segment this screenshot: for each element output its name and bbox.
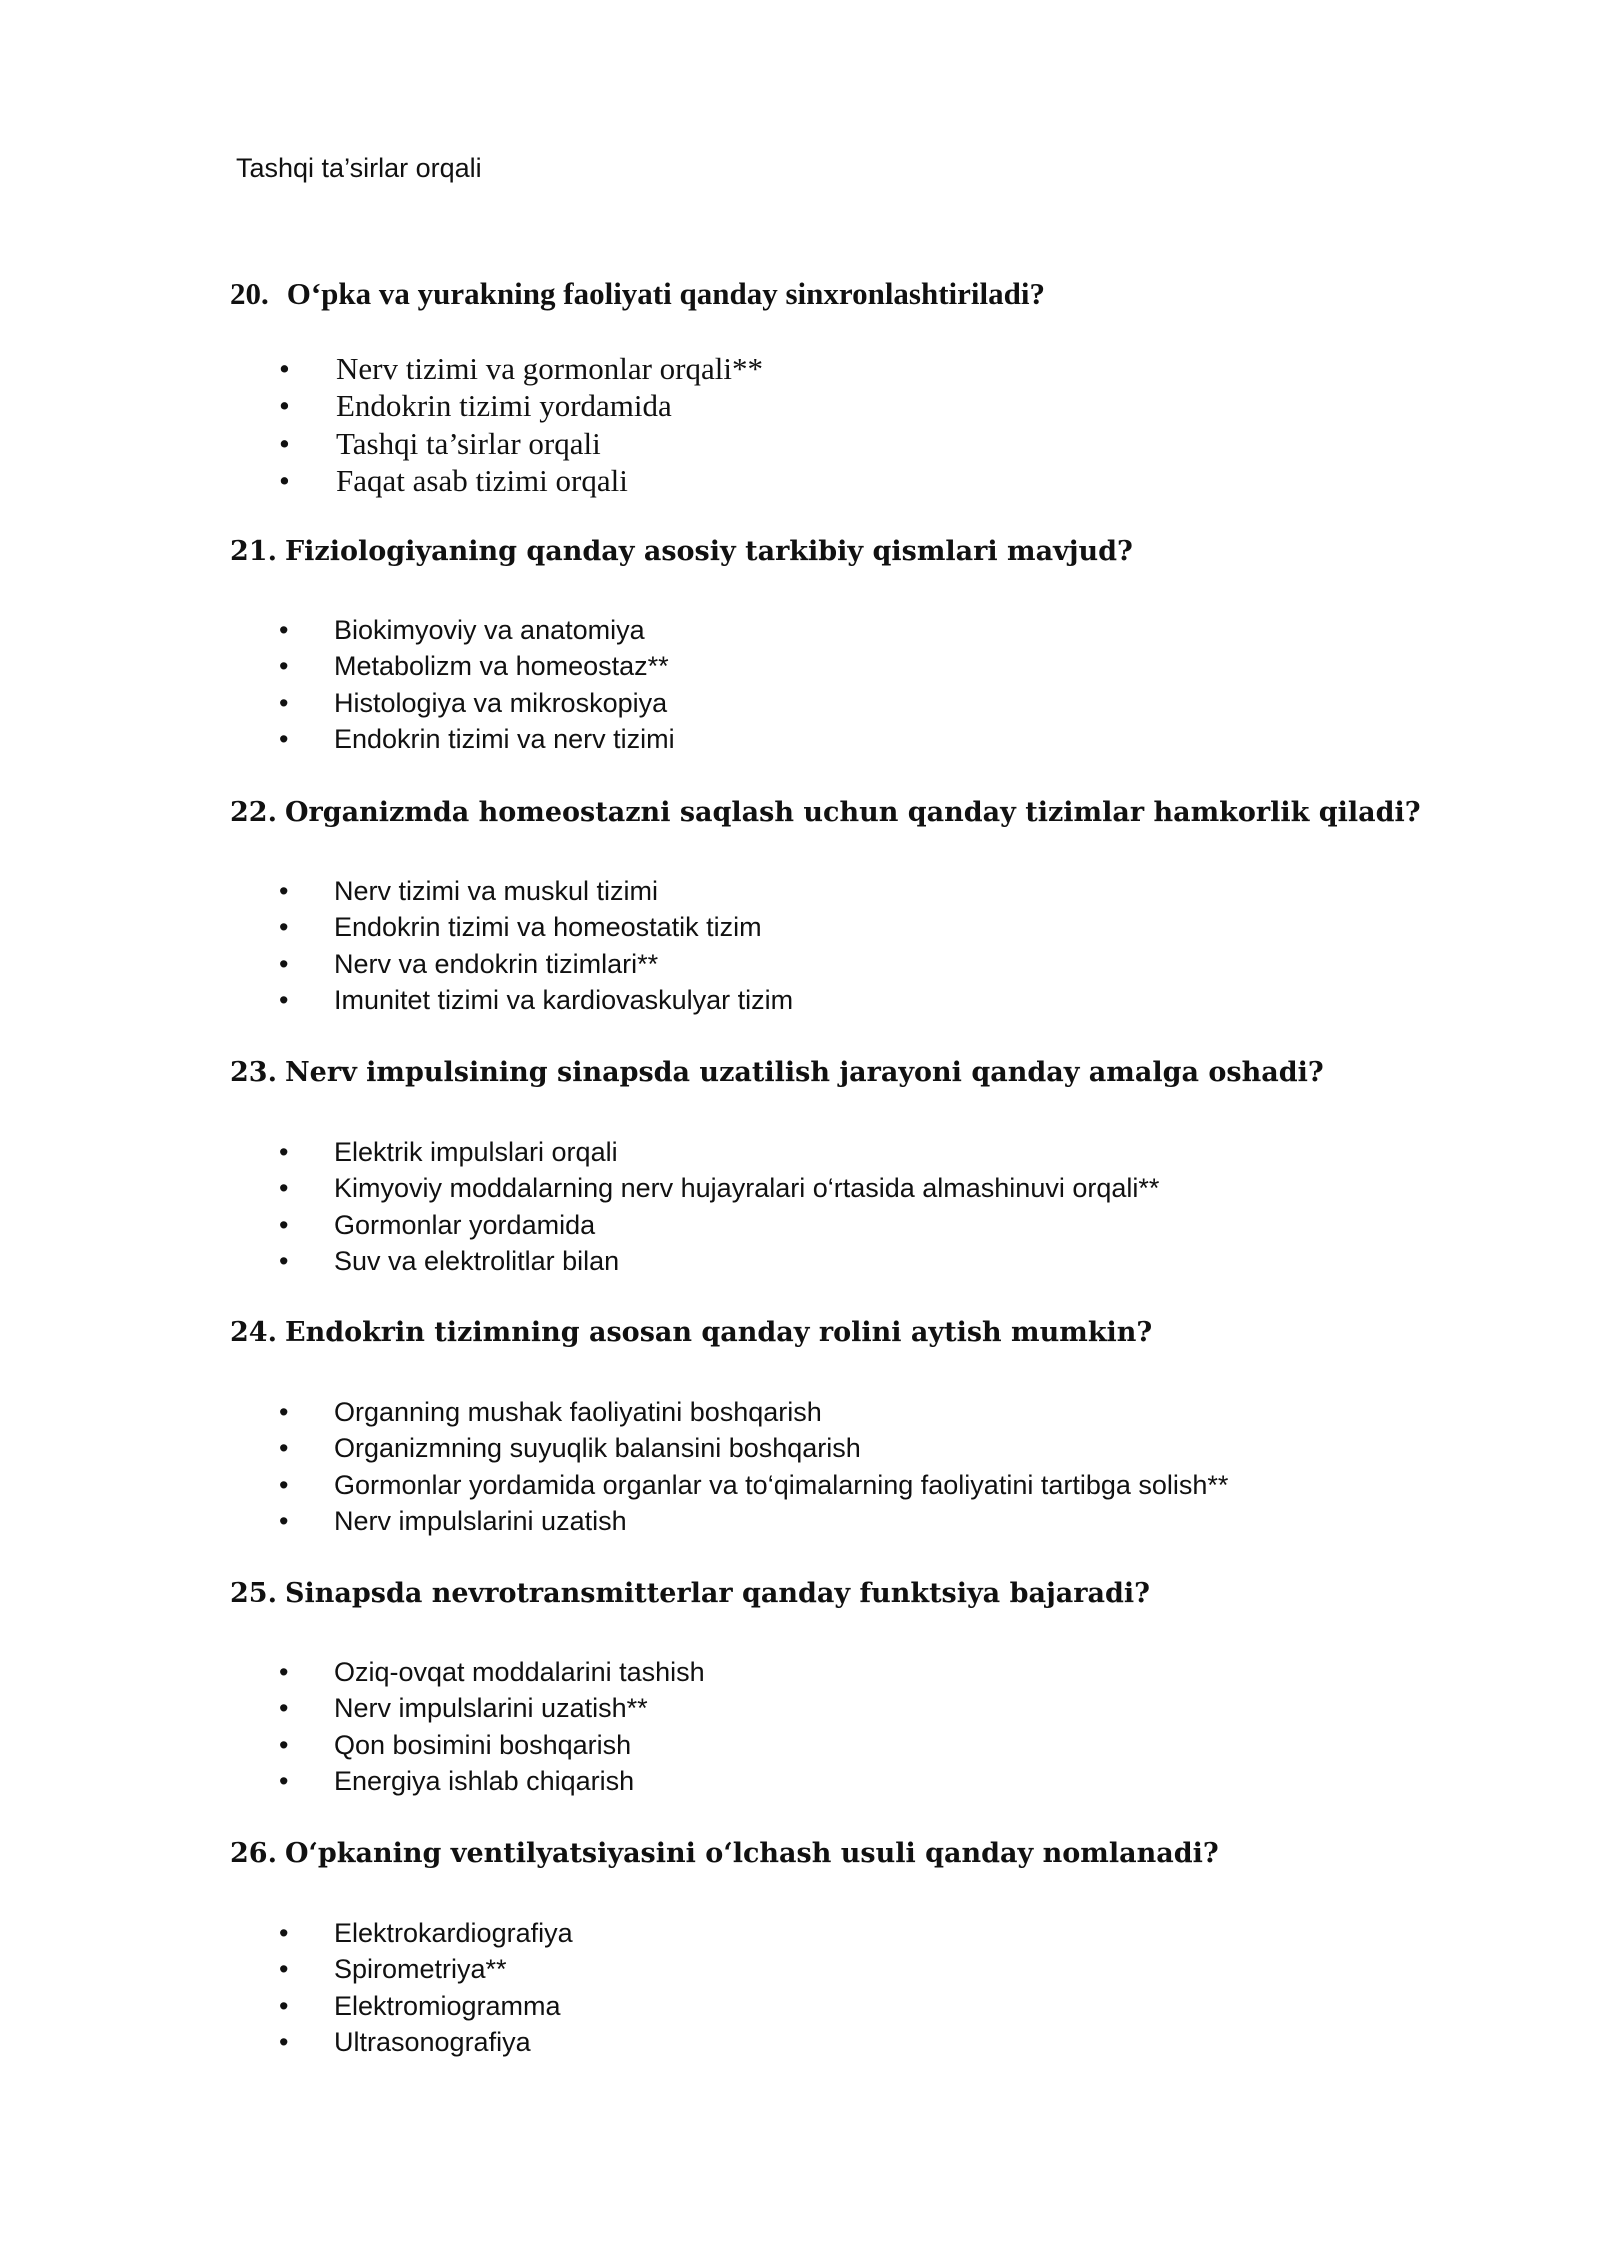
option-item [230, 462, 763, 499]
question-26-heading [230, 1836, 1219, 1872]
bullet-icon: • [279, 1505, 289, 1536]
option-item [230, 1467, 1228, 1503]
option-item [230, 1394, 1228, 1430]
continued-option-text: Tashqi ta’sirlar orqali [236, 153, 482, 183]
option-text: Nerv va endokrin tizimlari** [334, 948, 659, 979]
question-23-options [230, 1134, 1159, 1279]
bullet-icon: • [279, 984, 289, 1015]
bullet-icon: • [279, 2026, 289, 2057]
bullet-icon: • [279, 1990, 289, 2021]
option-item [230, 946, 793, 982]
option-item [230, 387, 763, 424]
bullet-icon: • [279, 948, 289, 979]
option-text: Metabolizm va homeostaz** [334, 651, 669, 682]
bullet-icon: • [279, 462, 290, 498]
bullet-icon: • [279, 876, 289, 906]
option-item [230, 909, 793, 945]
option-item [230, 2024, 573, 2060]
question-20-heading [230, 276, 1045, 312]
option-item [230, 1243, 1159, 1279]
option-item [230, 873, 793, 909]
option-text: Gormonlar yordamida organlar va to‘qimalarning faoliyatini tartibga solish** [334, 1469, 1229, 1500]
option-item [230, 648, 675, 684]
option-item [230, 1915, 573, 1951]
question-25-heading [230, 1576, 1150, 1612]
question-21-options [230, 612, 675, 757]
question-number: 21. [230, 536, 277, 567]
option-text: Elektrokardiografiya [334, 1918, 573, 1948]
question-text: Sinapsda nevrotransmitterlar qanday funktsiya bajaradi? [284, 1578, 1150, 1609]
bullet-icon: • [279, 1765, 289, 1796]
option-text: Endokrin tizimi va nerv tizimi [334, 723, 675, 754]
bullet-icon: • [279, 723, 289, 754]
bullet-icon: • [279, 425, 290, 461]
option-item [230, 1430, 1228, 1466]
option-item [230, 1654, 705, 1690]
bullet-icon: • [279, 1433, 289, 1464]
option-item [230, 721, 675, 757]
option-text: Suv va elektrolitlar bilan [334, 1245, 620, 1276]
option-text: Nerv tizimi va gormonlar orqali** [336, 351, 763, 386]
option-text: Biokimyoviy va anatomiya [334, 615, 645, 645]
option-item [230, 982, 793, 1018]
bullet-icon: • [279, 1954, 289, 1985]
question-number: 26. [230, 1838, 277, 1869]
question-22-options [230, 873, 793, 1018]
question-26-options [230, 1915, 573, 2060]
option-text: Nerv tizimi va muskul tizimi [334, 876, 659, 906]
option-item [230, 1763, 705, 1799]
option-text: Gormonlar yordamida [334, 1209, 596, 1240]
question-number: 24. [230, 1317, 277, 1348]
question-text: Organizmda homeostazni saqlash uchun qanday tizimlar hamkorlik qiladi? [284, 797, 1421, 828]
option-text: Endokrin tizimi yordamida [336, 388, 672, 424]
option-text: Faqat asab tizimi orqali [336, 462, 628, 498]
question-number: 25. [230, 1578, 277, 1609]
option-text: Oziq-ovqat moddalarini tashish [334, 1657, 705, 1687]
option-text: Elektromiogramma [334, 1990, 561, 2021]
question-text: O‘pkaning ventilyatsiyasini o‘lchash usuli qanday nomlanadi? [284, 1838, 1219, 1869]
option-text: Energiya ishlab chiqarish [334, 1765, 635, 1796]
option-text: Ultrasonografiya [334, 2026, 531, 2057]
bullet-icon: • [279, 351, 290, 386]
option-item [230, 425, 763, 462]
option-item [230, 1170, 1159, 1206]
option-text: Organning mushak faoliyatini boshqarish [334, 1397, 822, 1427]
bullet-icon: • [279, 1245, 289, 1276]
bullet-icon: • [279, 615, 289, 645]
bullet-icon: • [279, 388, 290, 424]
question-text: O‘pka va yurakning faoliyati qanday sinxronlashtiriladi? [286, 276, 1046, 311]
question-text: Nerv impulsining sinapsda uzatilish jarayoni qanday amalga oshadi? [284, 1057, 1324, 1088]
option-item [230, 1727, 705, 1763]
option-text: Nerv impulslarini uzatish [334, 1505, 627, 1536]
option-text: Histologiya va mikroskopiya [334, 687, 668, 718]
question-20-options [230, 350, 763, 499]
option-item [230, 1134, 1159, 1170]
question-number: 23. [230, 1057, 277, 1088]
question-23-heading [230, 1055, 1324, 1091]
option-text: Organizmning suyuqlik balansini boshqarish [334, 1433, 861, 1464]
option-item [230, 1503, 1228, 1539]
question-number: 20. [230, 276, 269, 311]
question-22-heading [230, 795, 1421, 831]
option-item [230, 1951, 573, 1987]
option-item [230, 1690, 705, 1726]
bullet-icon: • [279, 1469, 289, 1500]
option-text: Endokrin tizimi va homeostatik tizim [334, 912, 762, 943]
question-21-heading [230, 534, 1133, 570]
bullet-icon: • [279, 651, 289, 682]
option-text: Qon bosimini boshqarish [334, 1729, 632, 1760]
option-text: Kimyoviy moddalarning nerv hujayralari o‘rtasida almashinuvi orqali** [334, 1173, 1160, 1204]
bullet-icon: • [279, 687, 289, 718]
question-25-options [230, 1654, 705, 1799]
bullet-icon: • [279, 1137, 289, 1167]
option-text: Nerv impulslarini uzatish** [334, 1693, 648, 1724]
option-item [230, 1988, 573, 2024]
question-24-options [230, 1394, 1228, 1539]
option-item [230, 612, 675, 648]
option-text: Spirometriya** [334, 1954, 507, 1985]
bullet-icon: • [279, 1693, 289, 1724]
option-text: Imunitet tizimi va kardiovaskulyar tizim [334, 984, 794, 1015]
option-text: Elektrik impulslari orqali [334, 1137, 618, 1167]
bullet-icon: • [279, 1729, 289, 1760]
bullet-icon: • [279, 1209, 289, 1240]
option-item [230, 685, 675, 721]
bullet-icon: • [279, 1657, 289, 1687]
option-item [230, 350, 763, 387]
bullet-icon: • [279, 1918, 289, 1948]
bullet-icon: • [279, 1397, 289, 1427]
question-number: 22. [230, 797, 277, 828]
option-item [230, 1207, 1159, 1243]
bullet-icon: • [279, 912, 289, 943]
bullet-icon: • [279, 1173, 289, 1204]
question-text: Fiziologiyaning qanday asosiy tarkibiy qismlari mavjud? [284, 536, 1133, 567]
option-text: Tashqi ta’sirlar orqali [336, 425, 601, 461]
question-text: Endokrin tizimning asosan qanday rolini aytish mumkin? [284, 1317, 1153, 1348]
question-24-heading [230, 1315, 1152, 1351]
